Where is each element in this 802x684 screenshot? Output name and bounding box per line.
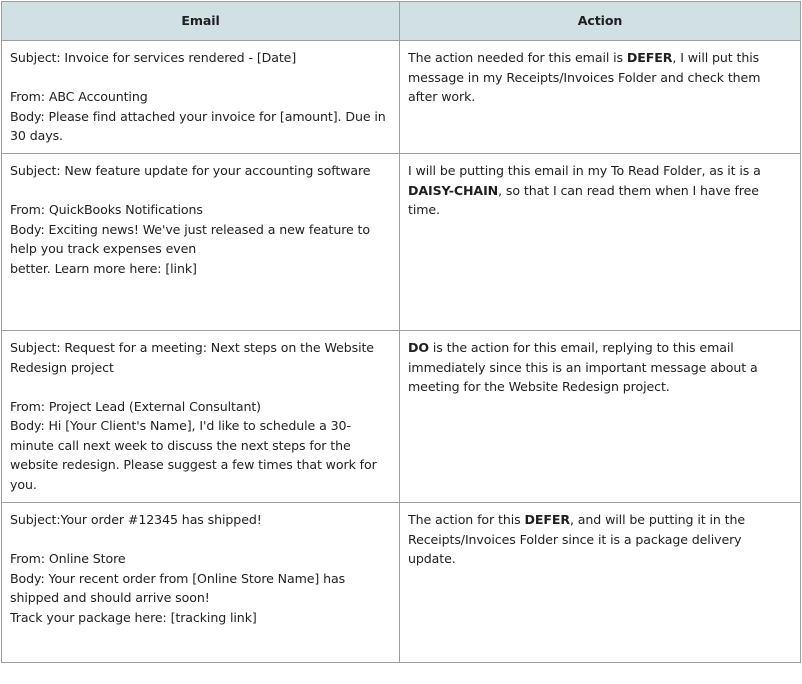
email-action-table <box>1 1 801 663</box>
action-text-post: , and will be putting it in the Receipts/Invoices Folder since it is a package delivery update. <box>408 512 746 566</box>
action-cell <box>400 331 801 503</box>
action-keyword: DAISY-CHAIN <box>408 182 499 198</box>
action-text-pre: The action for this <box>408 512 525 527</box>
table-row <box>2 503 801 663</box>
email-subject: Subject:Your order #12345 has shipped! <box>10 512 262 527</box>
email-cell <box>2 154 400 331</box>
email-from: From: Online Store <box>10 551 126 566</box>
action-text-pre: I will be putting this email in my To Read Folder, as it is a <box>408 163 761 178</box>
table-row <box>2 154 801 331</box>
action-text-pre: The action needed for this email is <box>408 50 627 65</box>
action-text-post: , so that I can read them when I have free time. <box>408 182 759 217</box>
email-subject: Subject: Request for a meeting: Next steps on the Website Redesign project <box>10 340 374 375</box>
email-from: From: ABC Accounting <box>10 89 148 104</box>
email-body: Body: Please find attached your invoice for [amount]. Due in 30 days. <box>10 108 386 143</box>
action-text-post: is the action for this email, replying to this email immediately since this is an important message about a meeting for the Website Redesign project. <box>408 340 758 394</box>
action-cell <box>400 154 801 331</box>
email-subject: Subject: New feature update for your accounting software <box>10 163 371 178</box>
header-email: Email <box>2 2 400 41</box>
table-row <box>2 331 801 503</box>
action-keyword: DO <box>408 340 429 355</box>
email-body: Body: Your recent order from [Online Store Name] has shipped and should arrive soon! <box>10 570 346 605</box>
email-body-line2: Track your package here: [tracking link] <box>10 609 257 625</box>
action-keyword: DEFER <box>524 512 570 527</box>
email-from: From: QuickBooks Notifications <box>10 202 203 217</box>
table-row <box>2 41 801 154</box>
header-action: Action <box>400 2 801 41</box>
email-body-line2: better. Learn more here: [link] <box>10 260 197 276</box>
email-from: From: Project Lead (External Consultant) <box>10 398 261 414</box>
email-body: Body: Hi [Your Client's Name], I'd like to schedule a 30-minute call next week to discuss the next steps for the website redesign. Please suggest a few times that work for you. <box>10 418 377 492</box>
email-body: Body: Exciting news! We've just released a new feature to help you track expenses even <box>10 221 370 256</box>
action-text-post: , I will put this message in my Receipts/Invoices Folder and check them after work. <box>408 50 761 104</box>
email-cell <box>2 503 400 663</box>
email-subject: Subject: Invoice for services rendered - [Date] <box>10 50 297 65</box>
action-cell <box>400 41 801 154</box>
email-cell <box>2 41 400 154</box>
email-cell <box>2 331 400 503</box>
action-cell <box>400 503 801 663</box>
action-keyword: DEFER <box>626 50 673 65</box>
header-row <box>2 2 801 41</box>
